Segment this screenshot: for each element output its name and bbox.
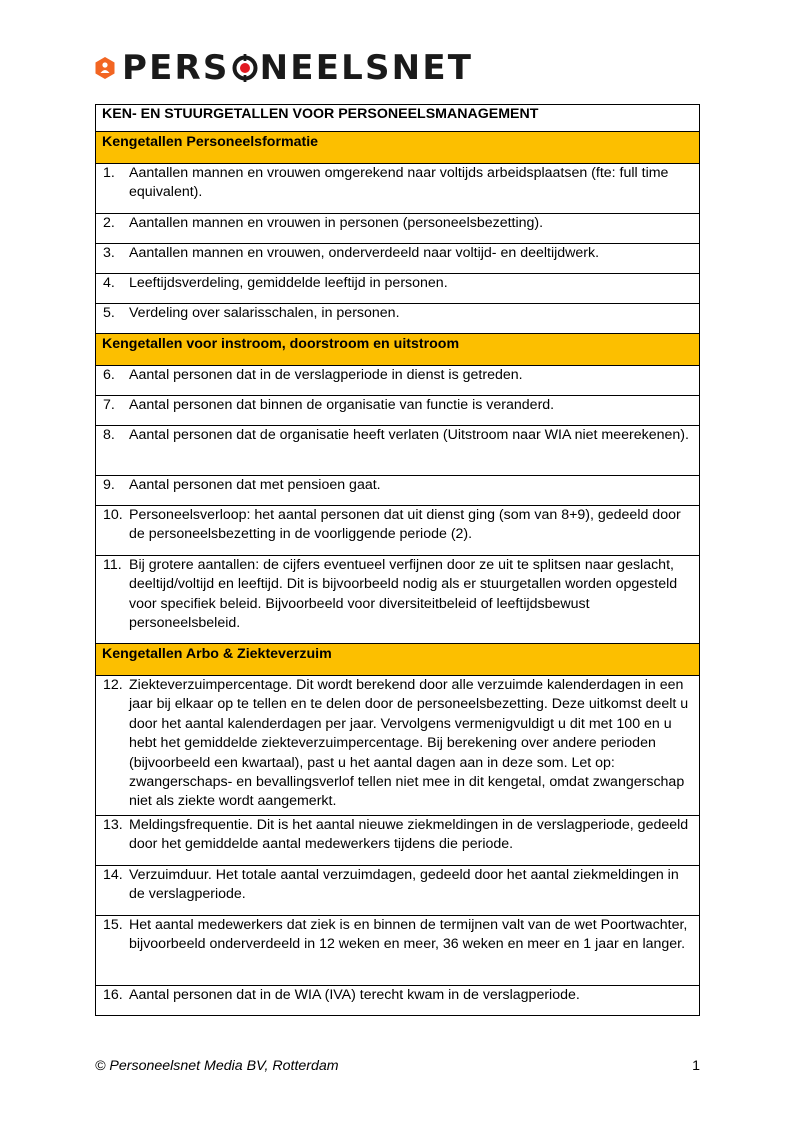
- item-number: 1.: [103, 165, 115, 181]
- list-item: [96, 164, 699, 203]
- item-number: 16.: [103, 987, 123, 1003]
- section-heading: Kengetallen Arbo & Ziekteverzuim: [96, 644, 700, 676]
- table-row: [96, 816, 700, 866]
- table-row: [96, 164, 700, 214]
- item-number: 11.: [103, 557, 122, 573]
- item-text: Aantal personen dat de organisatie heeft verlaten (Uitstroom naar WIA niet meerekenen).: [129, 427, 689, 443]
- table-row: [96, 916, 700, 986]
- table-row: [96, 244, 700, 274]
- item-text: Aantal personen dat met pensioen gaat.: [129, 477, 381, 493]
- table-row: [96, 506, 700, 556]
- section-heading: Kengetallen Personeelsformatie: [96, 132, 700, 164]
- item-cell: [96, 164, 700, 214]
- item-cell: [96, 916, 700, 986]
- list-item: [96, 916, 699, 955]
- table-row: [96, 304, 700, 334]
- item-number: 15.: [103, 917, 123, 933]
- kengetallen-table: [95, 104, 700, 1016]
- item-cell: [96, 214, 700, 244]
- item-cell: [96, 866, 700, 916]
- section-heading-row: [96, 334, 700, 366]
- list-item: [96, 304, 699, 323]
- list-item: [96, 556, 699, 634]
- item-text: Meldingsfrequentie. Dit is het aantal nieuwe ziekmeldingen in de verslagperiode, gedeeld door het gemiddelde aantal medewerkers tijdens die periode.: [129, 817, 689, 853]
- item-text: Aantallen mannen en vrouwen in personen (personeelsbezetting).: [129, 215, 544, 231]
- item-text: Verzuimduur. Het totale aantal verzuimdagen, gedeeld door het aantal ziekmeldingen in de verslagperiode.: [129, 867, 679, 903]
- table-row: [96, 866, 700, 916]
- item-text: Leeftijdsverdeling, gemiddelde leeftijd in personen.: [129, 275, 448, 291]
- brand-logo: [94, 46, 473, 90]
- item-text: Het aantal medewerkers dat ziek is en binnen de termijnen valt van de wet Poortwachter, bijvoorbeeld onderverdeeld in 12 weken en meer, 36 weken en meer en 1 jaar en langer.: [129, 917, 688, 953]
- table-title: KEN- EN STUURGETALLEN VOOR PERSONEELSMANAGEMENT: [96, 105, 700, 132]
- list-item: [96, 274, 699, 293]
- item-text: Aantal personen dat binnen de organisatie van functie is veranderd.: [129, 397, 555, 413]
- item-cell: [96, 816, 700, 866]
- item-number: 3.: [103, 245, 115, 261]
- item-text: Personeelsverloop: het aantal personen dat uit dienst ging (som van 8+9), gedeeld door de personeelsbezetting in de voorliggende periode (2).: [129, 507, 681, 543]
- item-cell: [96, 986, 700, 1016]
- item-text: Ziekteverzuimpercentage. Dit wordt berekend door alle verzuimde kalenderdagen in een jaar bij elkaar op te tellen en te delen door de personeelsbezetting. Deze uitkomst deelt u door het aantal kalenderdagen per jaar. Vervolgens vermenigvuldigt u dit met 100 en u hebt het gemiddelde ziekteverzuimpercentage. Bij berekening over andere perioden (bijvoorbeeld een kwartaal), past u het aantal dagen aan in deze som. Let op: zwangerschaps- en bevallingsverlof tellen niet mee in dit kengetal, omdat zwangerschap niet als ziekte wordt aangemerkt.: [129, 677, 689, 810]
- list-item: [96, 476, 699, 495]
- item-text: Bij grotere aantallen: de cijfers eventueel verfijnen door ze uit te splitsen naar geslacht, deeltijd/voltijd en leeftijd. Dit is bijvoorbeeld nodig als er stuurgetallen worden opgesteld voor specifiek beleid. Bijvoorbeeld voor diversiteitbeleid of leeftijdsbewust personeelsbeleid.: [129, 557, 678, 632]
- list-item: [96, 676, 699, 812]
- logo-wordmark: PERS NEELSNET: [122, 48, 474, 88]
- item-number: 9.: [103, 477, 115, 493]
- logo-target-icon: [231, 54, 259, 82]
- list-item: [96, 816, 699, 855]
- table-row: [96, 556, 700, 644]
- item-number: 5.: [103, 305, 115, 321]
- item-number: 13.: [103, 817, 123, 833]
- item-number: 14.: [103, 867, 123, 883]
- item-cell: [96, 426, 700, 476]
- table-row: [96, 366, 700, 396]
- item-number: 12.: [103, 677, 123, 693]
- list-item: [96, 866, 699, 905]
- table-row: [96, 476, 700, 506]
- table-row: [96, 986, 700, 1016]
- item-cell: [96, 304, 700, 334]
- item-number: 8.: [103, 427, 115, 443]
- item-number: 4.: [103, 275, 115, 291]
- item-number: 10.: [103, 507, 123, 523]
- list-item: [96, 986, 699, 1005]
- logo-badge-icon: [94, 57, 116, 79]
- list-item: [96, 426, 699, 445]
- section-heading: Kengetallen voor instroom, doorstroom en uitstroom: [96, 334, 700, 366]
- table-title-row: [96, 105, 700, 132]
- item-text: Aantal personen dat in de verslagperiode in dienst is getreden.: [129, 367, 523, 383]
- item-number: 2.: [103, 215, 115, 231]
- table-row: [96, 274, 700, 304]
- list-item: [96, 244, 699, 263]
- item-text: Verdeling over salarisschalen, in personen.: [129, 305, 400, 321]
- item-cell: [96, 476, 700, 506]
- item-cell: [96, 244, 700, 274]
- list-item: [96, 506, 699, 545]
- page-number: 1: [692, 1058, 700, 1074]
- item-number: 6.: [103, 367, 115, 383]
- table-row: [96, 426, 700, 476]
- table-row: [96, 676, 700, 816]
- item-cell: [96, 396, 700, 426]
- item-cell: [96, 676, 700, 816]
- section-heading-row: [96, 132, 700, 164]
- item-text: Aantal personen dat in de WIA (IVA) terecht kwam in de verslagperiode.: [129, 987, 580, 1003]
- item-cell: [96, 366, 700, 396]
- item-cell: [96, 506, 700, 556]
- list-item: [96, 396, 699, 415]
- table-row: [96, 214, 700, 244]
- footer-copyright: © Personeelsnet Media BV, Rotterdam: [95, 1058, 339, 1074]
- section-heading-row: [96, 644, 700, 676]
- item-text: Aantallen mannen en vrouwen omgerekend naar voltijds arbeidsplaatsen (fte: full time equivalent).: [129, 165, 669, 201]
- item-cell: [96, 556, 700, 644]
- item-text: Aantallen mannen en vrouwen, onderverdeeld naar voltijd- en deeltijdwerk.: [129, 245, 600, 261]
- item-number: 7.: [103, 397, 115, 413]
- list-item: [96, 214, 699, 233]
- list-item: [96, 366, 699, 385]
- table-row: [96, 396, 700, 426]
- item-cell: [96, 274, 700, 304]
